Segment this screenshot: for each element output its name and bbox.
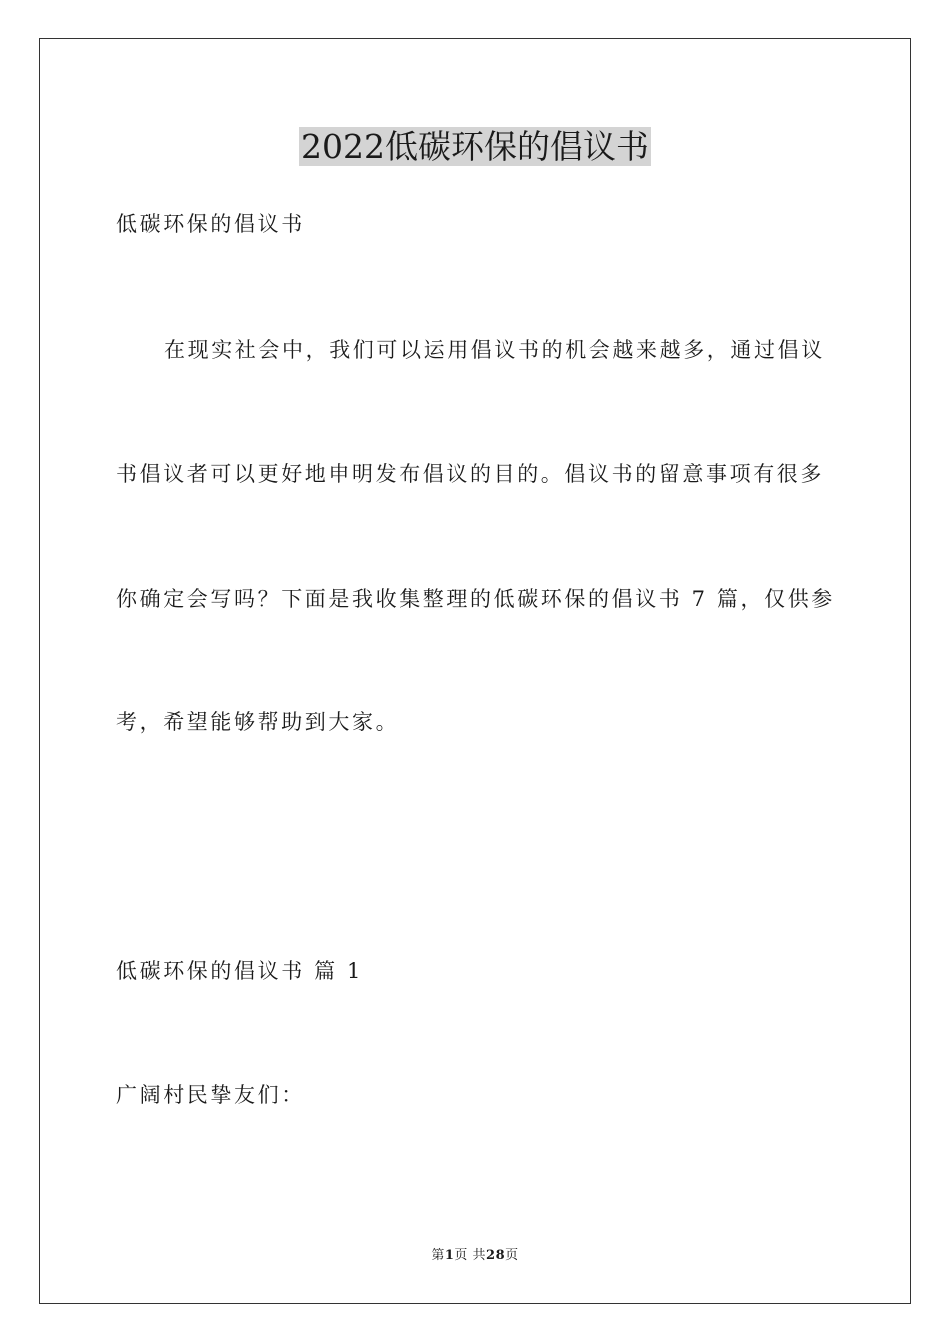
section-heading: 低碳环保的倡议书 篇 1 [116, 959, 363, 983]
document-title [0, 126, 950, 168]
footer-page-mid: 页 共 [454, 1248, 487, 1263]
footer-page-prefix: 第 [431, 1248, 445, 1263]
intro-line-1: 在现实社会中，我们可以运用倡议书的机会越来越多，通过倡议 [164, 338, 825, 362]
footer-page-suffix: 页 [505, 1248, 519, 1263]
intro-line-4: 考，希望能够帮助到大家。 [116, 710, 400, 734]
salutation: 广阔村民挚友们： [116, 1083, 305, 1107]
footer-page-current: 1 [444, 1248, 455, 1263]
document-subtitle: 低碳环保的倡议书 [116, 212, 305, 236]
document-title-text: 2022低碳环保的倡议书 [301, 127, 649, 166]
page-footer [0, 1247, 950, 1265]
footer-page-total: 28 [486, 1248, 506, 1263]
intro-line-3: 你确定会写吗？下面是我收集整理的低碳环保的倡议书 7 篇，仅供参 [116, 587, 835, 611]
intro-line-2: 书倡议者可以更好地申明发布倡议的目的。倡议书的留意事项有很多 [116, 462, 824, 486]
